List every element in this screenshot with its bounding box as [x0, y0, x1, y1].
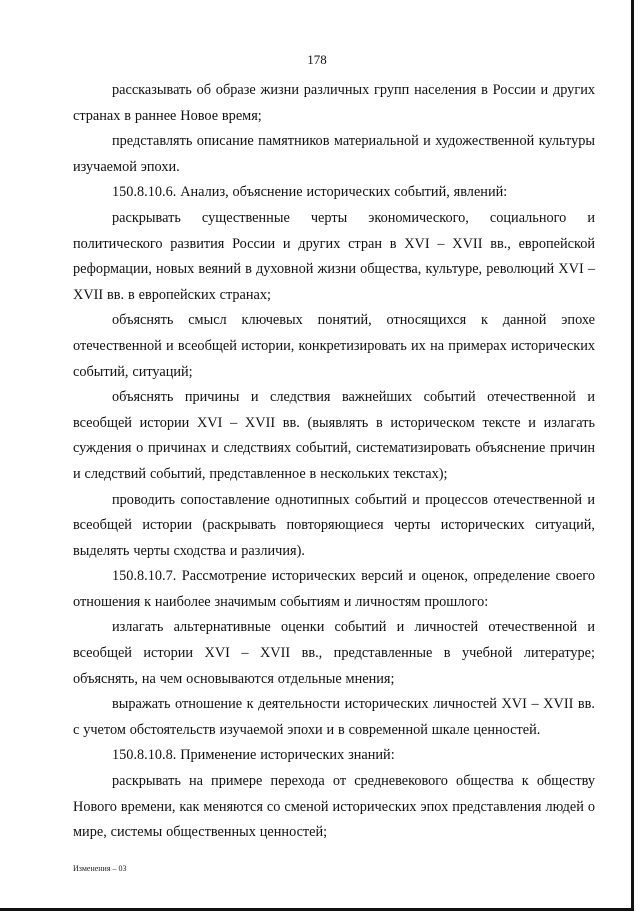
section-heading: 150.8.10.8. Применение исторических знаний:	[112, 747, 395, 764]
paragraph: объяснять причины и следствия важнейших событий отечественной и всеобщей истории XVI – XVII вв. (выявлять в историческом тексте и излагать суждения о причинах и следствиях событий, систематизировать объяснение причин и следствий событий, представленное в нескольких текстах);	[73, 389, 595, 482]
paragraph: излагать альтернативные оценки событий и личностей отечественной и всеобщей истории XVI – XVII вв., представленные в учебной литературе; объяснять, на чем основываются отдельные мнения;	[73, 619, 595, 687]
paragraph: выражать отношение к деятельности исторических личностей XVI – XVII вв. с учетом обстоятельств изучаемой эпохи и в современной шкале ценностей.	[73, 696, 595, 738]
section-heading: 150.8.10.6. Анализ, объяснение исторических событий, явлений:	[112, 184, 508, 201]
paragraph: представлять описание памятников материальной и художественной культуры изучаемой эпохи.	[73, 133, 595, 175]
page-body	[73, 78, 595, 846]
paragraph: объяснять смысл ключевых понятий, относящихся к данной эпохе отечественной и всеобщей истории, конкретизировать их на примерах исторических событий, ситуаций;	[73, 312, 595, 380]
paragraph: раскрывать на примере перехода от средневекового общества к обществу Нового времени, как меняются со сменой исторических эпох представления людей о мире, системы общественных ценностей;	[73, 773, 595, 841]
paragraph: раскрывать существенные черты экономического, социального и политического развития России и других стран в XVI – XVII вв., европейской реформации, новых веяний в духовной жизни общества, культуре, революций XVI – XVII вв. в европейских странах;	[73, 209, 595, 303]
footer-note: Изменения – 03	[73, 864, 127, 873]
paragraph: рассказывать об образе жизни различных групп населения в России и других странах в раннее Новое время;	[73, 82, 595, 124]
page-number: 178	[307, 52, 327, 67]
section-heading: 150.8.10.7. Рассмотрение исторических версий и оценок, определение своего отношения к наиболее значимым событиям и личностям прошлого:	[73, 568, 595, 610]
paragraph: проводить сопоставление однотипных событий и процессов отечественной и всеобщей истории (раскрывать повторяющиеся черты исторических ситуаций, выделять черты сходства и различия).	[73, 491, 595, 559]
